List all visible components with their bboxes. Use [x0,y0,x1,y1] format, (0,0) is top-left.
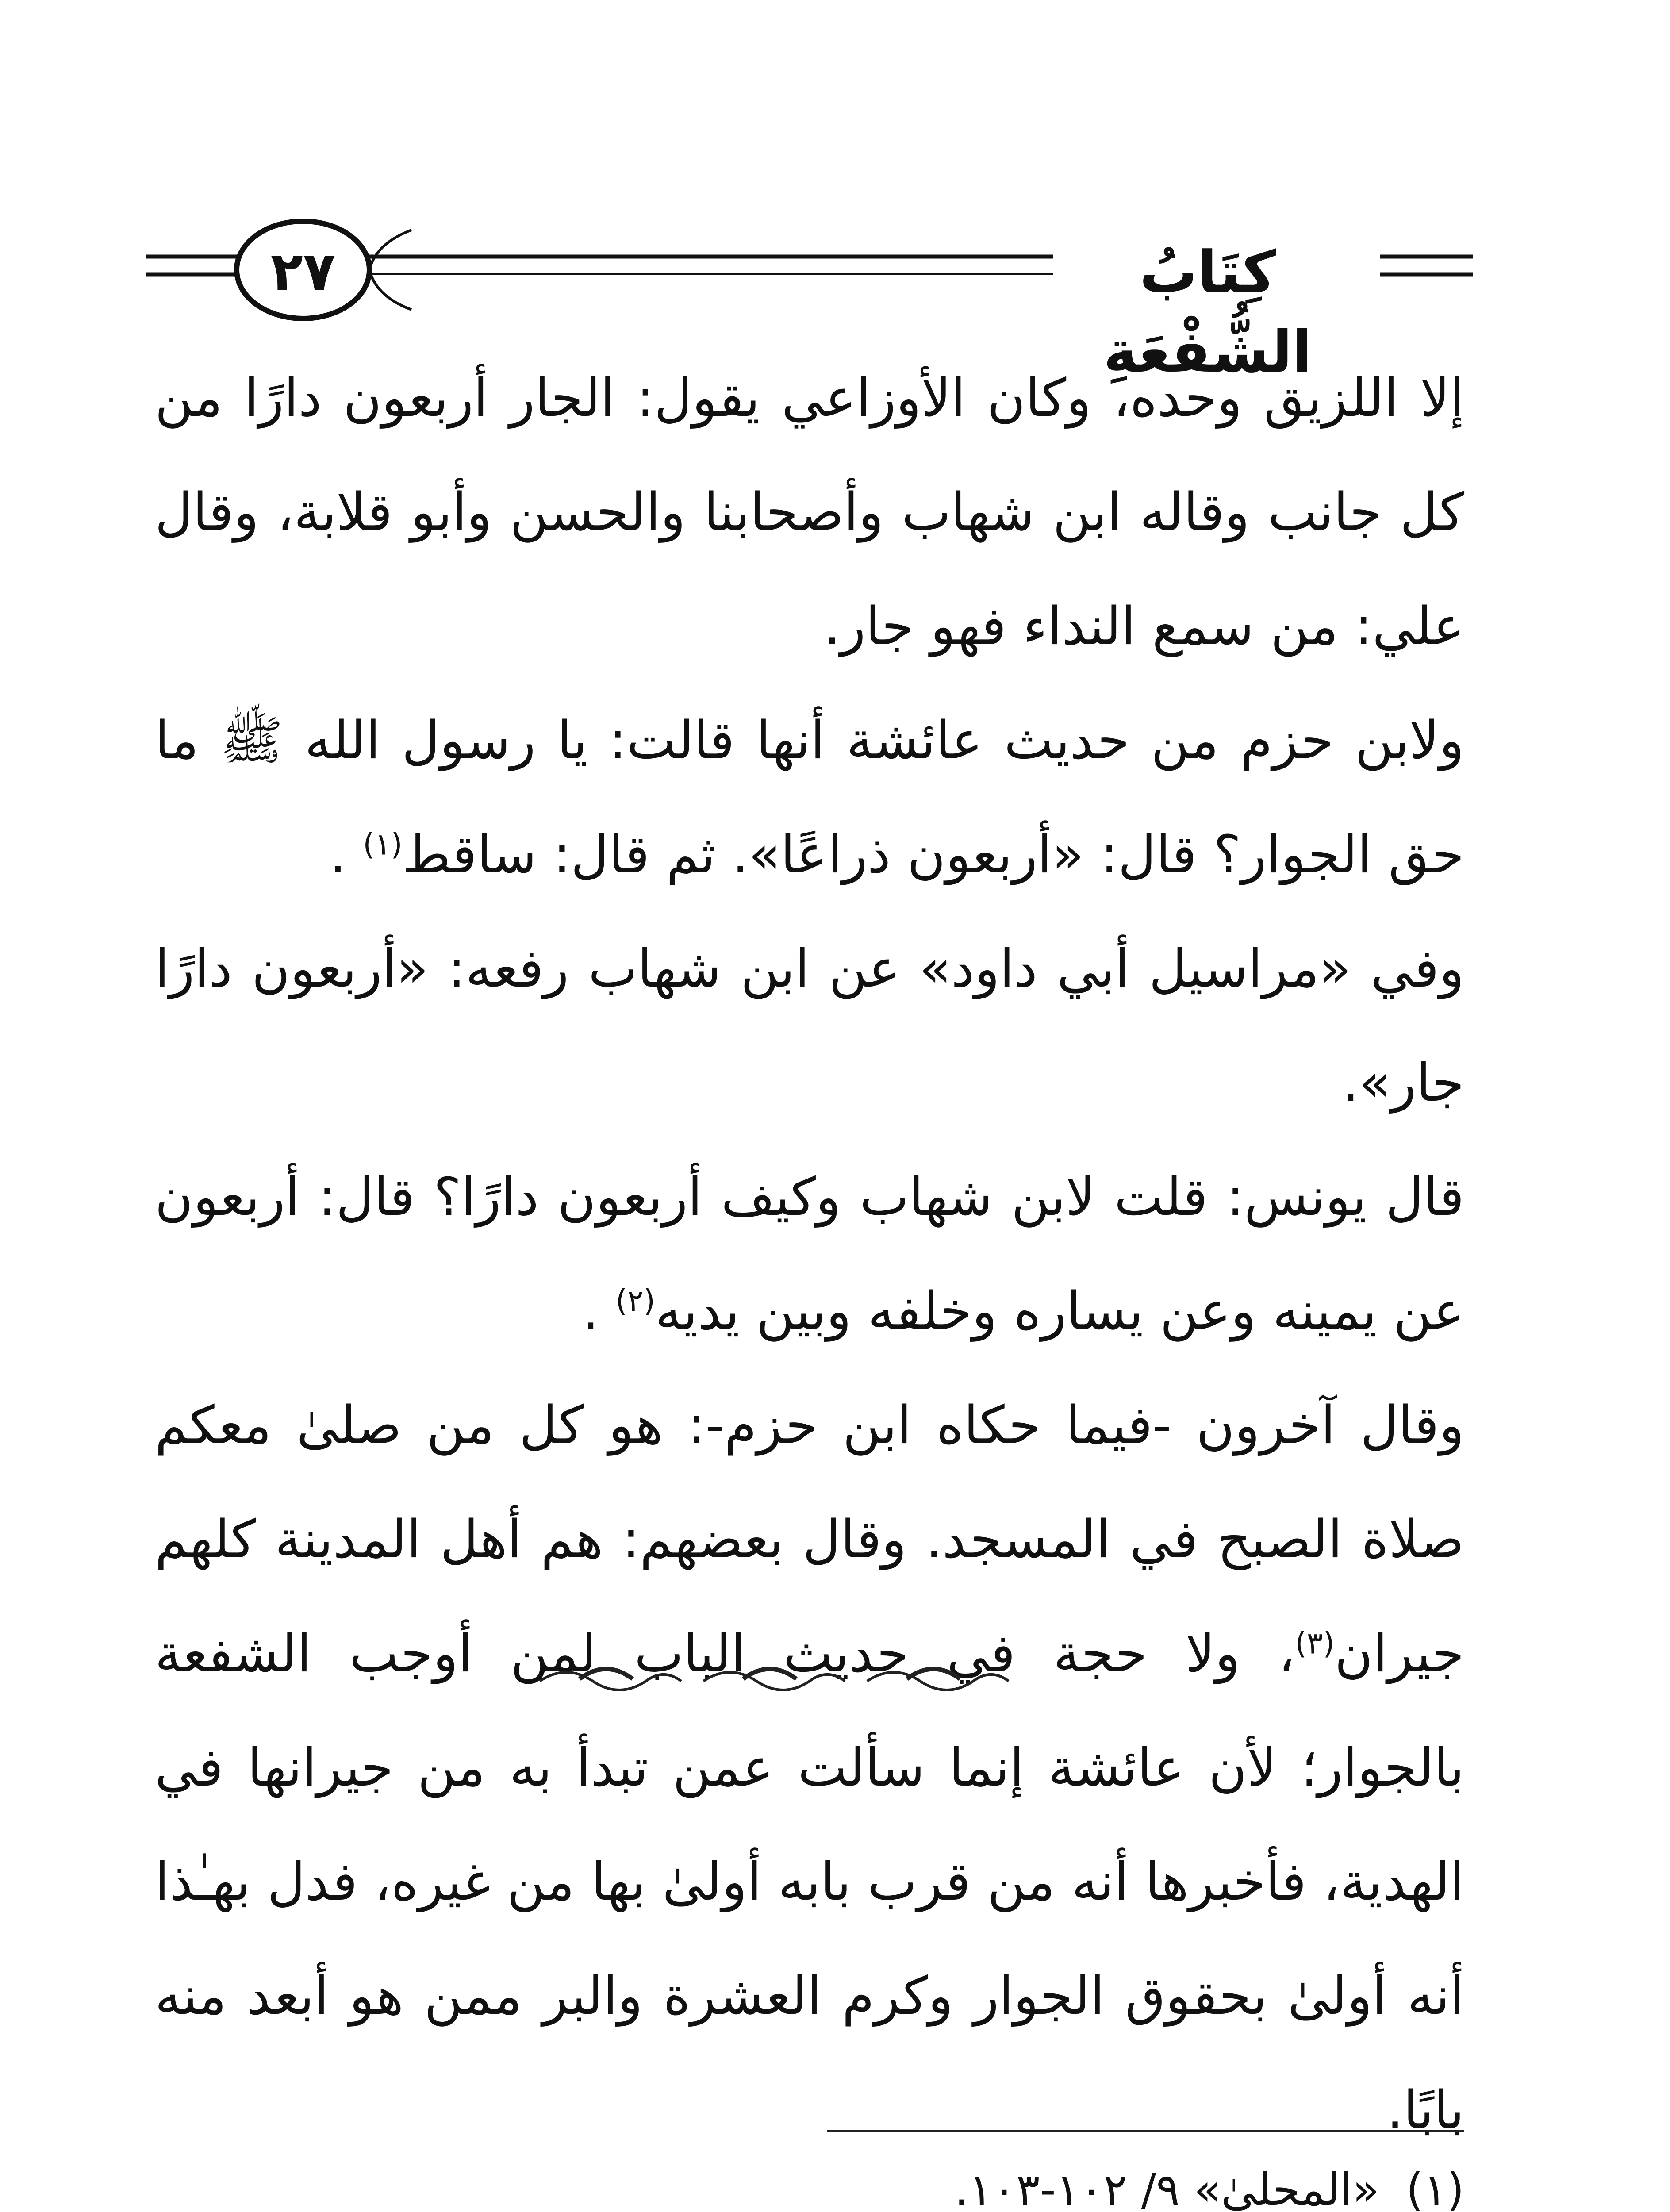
paragraph-4 [155,1368,1464,2167]
footnote-separator [827,2130,1464,2132]
footnote-1 [310,2150,1464,2212]
paragraph-1-text: إلا اللزيق وحده، وكان الأوزاعي يقول: الجار أربعون دارًا من كل جانب وقاله ابن شهاب وأصحابنا والحسن وأبو قلابة، وقال علي: من سمع النداء فهو جار. [155,367,1464,657]
paragraph-3 [155,911,1464,1368]
paragraph-2 [155,683,1464,911]
running-head-title: كِتَابُ الشُّفْعَةِ [1053,232,1363,312]
footnote-number: (١) [1406,2164,1464,2212]
paragraph-3-text: قال يونس: قلت لابن شهاب وكيف أربعون دارًا؟ قال: أربعون عن يمينه وعن يساره وخلفه وبين يديه [155,1166,1464,1341]
footnotes [310,2150,1464,2212]
paragraph-2-end: . [330,824,363,885]
section-end-ornament [531,1655,1017,1703]
paragraph-3-end: . [582,1280,616,1341]
paragraph-1 [155,341,1464,683]
paragraph-4-text: وقال آخرون -فيما حكاه ابن حزم-: هو كل من صلىٰ معكم صلاة الصبح في المسجد. وقال بعضهم: هم أهل المدينة كلهم جيران [155,1394,1464,1684]
paragraph-2-text: ولابن حزم من حديث عائشة أنها قالت: يا رسول الله ﷺ ما حق الجوار؟ قال: «أربعون ذراعًا». ثم قال: ساقط [155,710,1464,885]
flourish-divider-icon [531,1655,1017,1703]
paragraph-3-line-1: وفي «مراسيل أبي داود» عن ابن شهاب رفعه: «أربعون دارًا جار». [155,938,1464,1113]
footnote-ref-2: (٢) [615,1283,655,1319]
page-header [146,208,1473,385]
footnote-text: «المحلىٰ» ٩/ ١٠٢-١٠٣. [954,2164,1380,2212]
paragraph-4-rest: ، ولا حجة في حديث الباب لمن أوجب الشفعة بالجوار؛ لأن عائشة إنما سألت عمن تبدأ به من جيرانها في الهدية، فأخبرها أنه من قرب بابه أولىٰ بها من غيره، فدل بهـٰذا أنه أولىٰ بحقوق الجوار وكرم العشرة والبر ممن هو أبعد منه بابًا. [155,1623,1464,2140]
main-text [155,341,1464,2167]
footnote-ref-1: (١) [363,827,403,862]
page-number: ٢٧ [270,241,336,303]
footnote-ref-3: (٣) [1295,1626,1335,1661]
